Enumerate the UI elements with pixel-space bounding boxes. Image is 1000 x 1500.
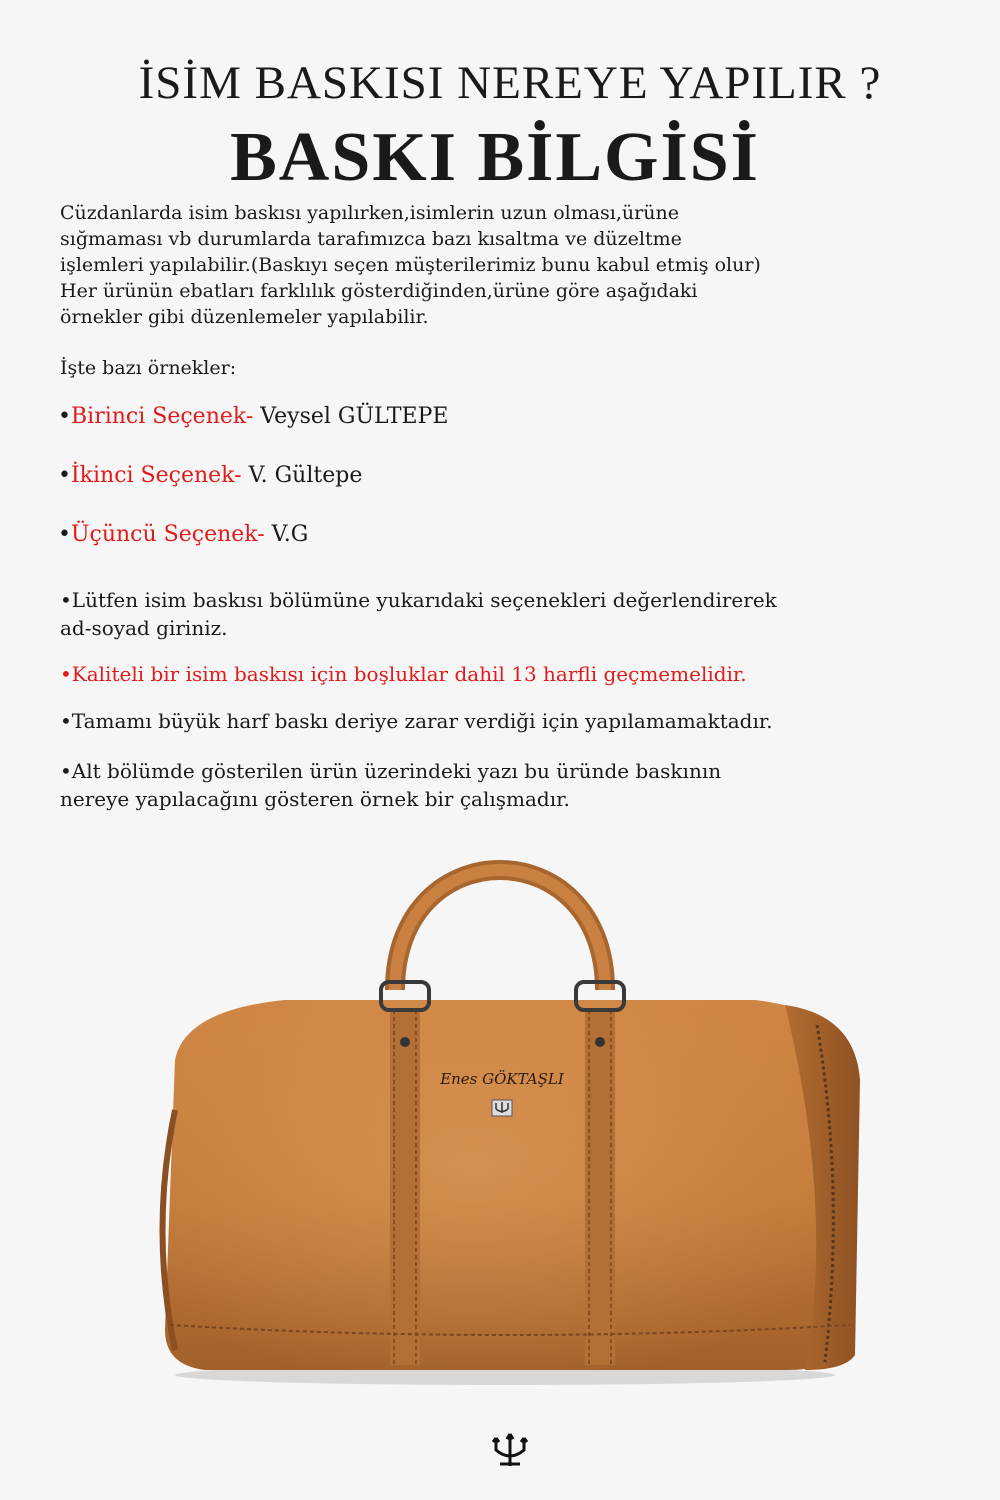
option-3: •Üçüncü Seçenek- V.G	[58, 522, 309, 547]
note-line: •Alt bölümde gösterilen ürün üzerindeki yazı bu üründe baskının	[60, 759, 722, 783]
note-line: nereye yapılacağını gösteren örnek bir çalışmadır.	[60, 787, 570, 811]
option-label: Üçüncü Seçenek-	[70, 522, 265, 547]
option-label: İkinci Seçenek-	[70, 463, 242, 488]
note-1	[60, 586, 777, 642]
option-1: •Birinci Seçenek- Veysel GÜLTEPE	[58, 404, 449, 429]
engraving-text: Enes GÖKTAŞLI	[440, 1070, 564, 1088]
intro-line: örnekler gibi düzenlemeler yapılabilir.	[60, 306, 429, 328]
bag-trident-icon	[492, 1100, 512, 1116]
option-value: V. Gültepe	[248, 463, 363, 488]
option-2: •İkinci Seçenek- V. Gültepe	[58, 463, 363, 488]
intro-line: işlemleri yapılabilir.(Baskıyı seçen müşterilerimiz bunu kabul etmiş olur)	[60, 254, 761, 276]
intro-line: Her ürünün ebatları farklılık gösterdiğinden,ürüne göre aşağıdaki	[60, 280, 698, 302]
note-line: ad-soyad giriniz.	[60, 616, 228, 640]
intro-line: Cüzdanlarda isim baskısı yapılırken,isimlerin uzun olması,ürüne	[60, 202, 679, 224]
note-3: •Tamamı büyük harf baskı deriye zarar verdiği için yapılamamaktadır.	[60, 709, 773, 733]
note-4	[60, 757, 721, 813]
trident-icon	[492, 1432, 528, 1468]
intro-paragraph	[60, 200, 761, 330]
product-bag-image	[145, 810, 885, 1400]
option-value: Veysel GÜLTEPE	[260, 404, 449, 429]
option-value: V.G	[271, 522, 309, 547]
examples-heading: İşte bazı örnekler:	[60, 357, 237, 379]
option-label: Birinci Seçenek-	[70, 404, 254, 429]
intro-line: sığmaması vb durumlarda tarafımızca bazı kısaltma ve düzeltme	[60, 228, 682, 250]
note-2: •Kaliteli bir isim baskısı için boşluklar dahil 13 harfli geçmemelidir.	[60, 662, 747, 686]
page-subtitle: BASKI BİLGİSİ	[230, 119, 760, 196]
note-line: •Lütfen isim baskısı bölümüne yukarıdaki seçenekleri değerlendirerek	[60, 588, 777, 612]
page-title: İSİM BASKISI NEREYE YAPILIR ?	[138, 57, 882, 109]
